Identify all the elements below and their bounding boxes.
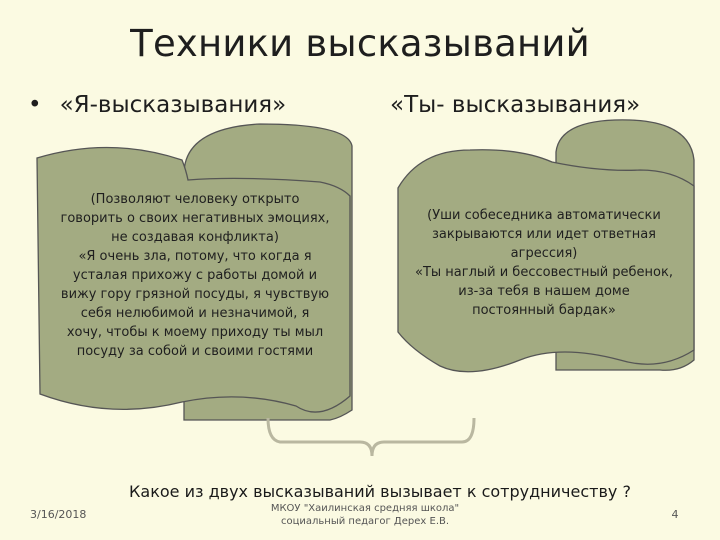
footer-date: 3/16/2018 (30, 508, 87, 521)
question-text: Какое из двух высказываний вызывает к сотрудничеству ? (129, 482, 631, 501)
brace-connector (268, 418, 474, 456)
footer-author: МКОУ "Хаилинская средняя школа" социальный педагог Дерех Е.В. (270, 503, 460, 527)
bullet-marker: • (28, 92, 42, 118)
left-heading: «Я-высказывания» (59, 92, 287, 118)
left-scroll-text: (Позволяют человеку открыто говорить о своих негативных эмоциях, не создавая конфликта) «Я очень зла, потому, что когда я усталая прихожу с работы домой и вижу гору грязной посуды, я чувствую себя нелюбимой и незначимой, я хочу, чтобы к моему приходу ты мыл посуду за собой и своими гостями (60, 192, 330, 359)
slide-title: Техники высказываний (130, 22, 590, 65)
page-number: 4 (671, 508, 679, 521)
right-heading: «Ты- высказывания» (390, 92, 641, 118)
right-scroll-text: (Уши собеседника автоматически закрываются или идет ответная агрессия) «Ты наглый и бессовестный ребенок, из-за тебя в нашем доме постоянный бардак» (414, 208, 673, 318)
